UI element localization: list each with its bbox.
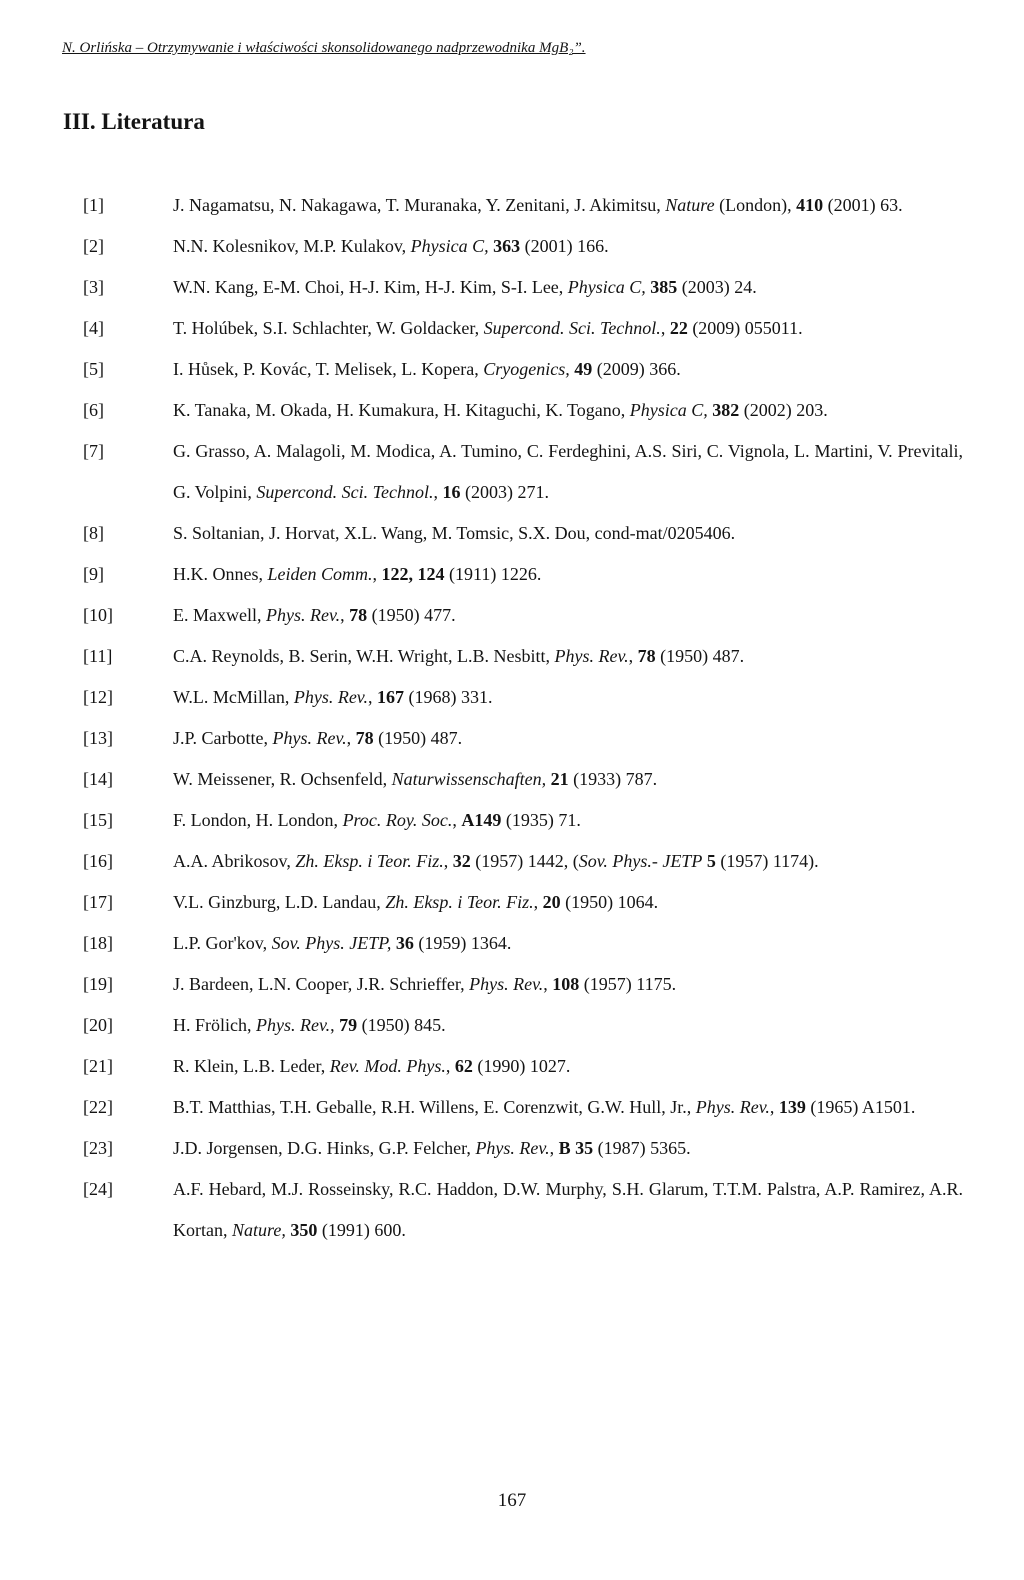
volume-number: 167 — [376, 687, 404, 707]
reference-number: [22] — [83, 1097, 113, 1117]
reference-fragment: I. Hůsek, P. Kovác, T. Melisek, L. Kopera, — [173, 359, 484, 379]
reference-fragment: , — [628, 646, 638, 666]
reference-number: [17] — [83, 892, 113, 912]
reference-item — [83, 308, 963, 349]
reference-item — [83, 431, 963, 513]
reference-text — [173, 800, 963, 841]
reference-fragment: T. Holúbek, S.I. Schlachter, W. Goldacker, — [173, 318, 484, 338]
reference-fragment: , — [433, 482, 443, 502]
reference-fragment: (1965) A1501. — [805, 1097, 916, 1117]
reference-item — [83, 1087, 963, 1128]
reference-fragment: (1959) 1364. — [413, 933, 512, 953]
journal-title: Zh. Eksp. i Teor. Fiz. — [385, 892, 534, 912]
reference-item — [83, 1169, 963, 1251]
reference-text — [173, 185, 963, 226]
running-header: N. Orlińska – Otrzymywanie i właściwości skonsolidowanego nadprzewodnika MgB₂”. — [62, 40, 586, 56]
reference-item — [83, 1005, 963, 1046]
reference-fragment: , — [543, 974, 553, 994]
journal-title: Physica C, — [410, 236, 489, 256]
volume-number: 78 — [349, 605, 368, 625]
reference-fragment: J.P. Carbotte, — [173, 728, 273, 748]
reference-fragment: (2003) 271. — [460, 482, 550, 502]
reference-fragment: , — [372, 564, 382, 584]
reference-number: [24] — [83, 1179, 113, 1199]
reference-fragment: (1987) 5365. — [593, 1138, 691, 1158]
journal-title: Sov. Phys.- JETP — [578, 851, 703, 871]
reference-fragment: (1957) 1442, ( — [470, 851, 579, 871]
reference-fragment: J.D. Jorgensen, D.G. Hinks, G.P. Felcher, — [173, 1138, 476, 1158]
reference-fragment: (1950) 1064. — [560, 892, 659, 912]
reference-fragment: K. Tanaka, M. Okada, H. Kumakura, H. Kitaguchi, K. Togano, — [173, 400, 630, 420]
reference-number: [15] — [83, 810, 113, 830]
journal-title: Phys. Rev. — [469, 974, 544, 994]
journal-title: Phys. Rev. — [695, 1097, 770, 1117]
reference-fragment: , — [533, 892, 543, 912]
reference-number: [9] — [83, 564, 104, 584]
reference-text — [173, 349, 963, 390]
reference-number: [12] — [83, 687, 113, 707]
reference-text — [173, 226, 963, 267]
journal-title: Phys. Rev. — [475, 1138, 550, 1158]
reference-item — [83, 964, 963, 1005]
reference-item — [83, 226, 963, 267]
reference-fragment: L.P. Gor'kov, — [173, 933, 272, 953]
volume-number: 32 — [452, 851, 471, 871]
reference-text — [173, 718, 963, 759]
reference-fragment: , — [445, 1056, 455, 1076]
reference-number: [4] — [83, 318, 104, 338]
reference-fragment: V.L. Ginzburg, L.D. Landau, — [173, 892, 386, 912]
reference-text — [173, 1005, 963, 1046]
reference-number: [20] — [83, 1015, 113, 1035]
reference-fragment: , — [367, 687, 377, 707]
reference-fragment: (1950) 487. — [373, 728, 463, 748]
reference-text — [173, 431, 963, 513]
reference-number: [8] — [83, 523, 104, 543]
volume-number: 139 — [778, 1097, 806, 1117]
reference-fragment: (1935) 71. — [501, 810, 581, 830]
reference-number: [21] — [83, 1056, 113, 1076]
volume-number: 122, 124 — [381, 564, 445, 584]
reference-text — [173, 308, 963, 349]
reference-fragment: , — [346, 728, 356, 748]
reference-number: [19] — [83, 974, 113, 994]
journal-title: Physica C, — [629, 400, 708, 420]
reference-text — [173, 390, 963, 431]
reference-item — [83, 349, 963, 390]
reference-text — [173, 759, 963, 800]
volume-number: 78 — [637, 646, 656, 666]
reference-fragment: (2009) 055011. — [687, 318, 803, 338]
reference-number: [7] — [83, 441, 104, 461]
journal-title: Supercond. Sci. Technol. — [256, 482, 434, 502]
reference-item — [83, 390, 963, 431]
reference-fragment: (London), — [714, 195, 797, 215]
journal-title: Phys. Rev. — [554, 646, 629, 666]
reference-text — [173, 841, 963, 882]
reference-list — [83, 185, 963, 1251]
reference-fragment: , — [330, 1015, 340, 1035]
volume-number: 78 — [355, 728, 374, 748]
volume-number: B 35 — [558, 1138, 594, 1158]
reference-fragment: W. Meissener, R. Ochsenfeld, — [173, 769, 392, 789]
journal-title: Cryogenics, — [483, 359, 570, 379]
journal-title: Rev. Mod. Phys. — [329, 1056, 446, 1076]
reference-number: [13] — [83, 728, 113, 748]
journal-title: Phys. Rev. — [265, 605, 341, 625]
reference-text — [173, 1087, 963, 1128]
reference-fragment: N.N. Kolesnikov, M.P. Kulakov, — [173, 236, 411, 256]
journal-title: Phys. Rev. — [256, 1015, 331, 1035]
reference-item — [83, 718, 963, 759]
reference-text — [173, 267, 963, 308]
reference-text — [173, 554, 963, 595]
reference-item — [83, 595, 963, 636]
reference-fragment: , — [452, 810, 462, 830]
journal-title: Zh. Eksp. i Teor. Fiz. — [295, 851, 444, 871]
reference-item — [83, 800, 963, 841]
reference-item — [83, 554, 963, 595]
reference-item — [83, 841, 963, 882]
reference-fragment: (1950) 487. — [655, 646, 745, 666]
reference-text — [173, 923, 963, 964]
page-number: 167 — [497, 1490, 527, 1511]
reference-item — [83, 636, 963, 677]
reference-item — [83, 923, 963, 964]
reference-number: [11] — [83, 646, 113, 666]
journal-title: Naturwissenschaften, — [391, 769, 547, 789]
volume-number: 36 — [395, 933, 414, 953]
reference-text — [173, 1046, 963, 1087]
reference-number: [16] — [83, 851, 113, 871]
reference-item — [83, 513, 963, 554]
reference-fragment: B.T. Matthias, T.H. Geballe, R.H. Willens, E. Corenzwit, G.W. Hull, Jr., — [173, 1097, 696, 1117]
volume-number: 385 — [650, 277, 678, 297]
reference-fragment: (2002) 203. — [739, 400, 828, 420]
journal-title: Physica C, — [567, 277, 646, 297]
reference-fragment: (2003) 24. — [677, 277, 757, 297]
reference-fragment: G. Grasso, A. Malagoli, M. Modica, A. Tumino, C. Ferdeghini, A.S. Siri, C. Vignola, L. Martini, V. Previtali, G. Volpini, — [173, 441, 963, 502]
reference-fragment: R. Klein, L.B. Leder, — [173, 1056, 330, 1076]
reference-fragment: E. Maxwell, — [173, 605, 266, 625]
volume-number: 5 — [706, 851, 716, 871]
reference-fragment: C.A. Reynolds, B. Serin, W.H. Wright, L.B. Nesbitt, — [173, 646, 555, 666]
volume-number: 62 — [454, 1056, 473, 1076]
reference-text — [173, 964, 963, 1005]
reference-fragment: (1957) 1174). — [715, 851, 819, 871]
reference-number: [14] — [83, 769, 113, 789]
reference-text — [173, 882, 963, 923]
reference-text — [173, 636, 963, 677]
volume-number: 108 — [552, 974, 580, 994]
reference-fragment: W.L. McMillan, — [173, 687, 294, 707]
reference-fragment: S. Soltanian, J. Horvat, X.L. Wang, M. Tomsic, S.X. Dou, cond-mat/0205406. — [173, 523, 736, 543]
journal-title: Phys. Rev. — [293, 687, 368, 707]
reference-fragment: (1950) 477. — [367, 605, 456, 625]
journal-title: Phys. Rev. — [272, 728, 347, 748]
reference-fragment: , — [340, 605, 350, 625]
reference-fragment: , — [549, 1138, 559, 1158]
journal-title: Supercond. Sci. Technol. — [483, 318, 661, 338]
journal-title: Proc. Roy. Soc. — [342, 810, 453, 830]
volume-number: 410 — [796, 195, 824, 215]
reference-number: [5] — [83, 359, 104, 379]
reference-fragment: (1991) 600. — [317, 1220, 406, 1240]
reference-number: [23] — [83, 1138, 113, 1158]
reference-fragment: (2001) 63. — [823, 195, 903, 215]
reference-text — [173, 513, 963, 554]
journal-title: Nature, — [231, 1220, 286, 1240]
volume-number: 20 — [542, 892, 561, 912]
volume-number: 350 — [290, 1220, 318, 1240]
reference-fragment: (2001) 166. — [520, 236, 609, 256]
reference-fragment: J. Nagamatsu, N. Nakagawa, T. Muranaka, Y. Zenitani, J. Akimitsu, — [173, 195, 666, 215]
reference-fragment: F. London, H. London, — [173, 810, 343, 830]
reference-number: [3] — [83, 277, 104, 297]
reference-fragment: (1968) 331. — [403, 687, 493, 707]
journal-title: Nature — [665, 195, 715, 215]
reference-item — [83, 267, 963, 308]
reference-text — [173, 1169, 963, 1251]
volume-number: 21 — [550, 769, 569, 789]
reference-text — [173, 595, 963, 636]
reference-fragment: (1990) 1027. — [472, 1056, 571, 1076]
reference-fragment: (1933) 787. — [568, 769, 658, 789]
reference-fragment: J. Bardeen, L.N. Cooper, J.R. Schrieffer, — [173, 974, 470, 994]
reference-fragment: (1911) 1226. — [444, 564, 542, 584]
reference-fragment: , — [660, 318, 670, 338]
reference-text — [173, 1128, 963, 1169]
journal-title: Leiden Comm. — [267, 564, 373, 584]
journal-title: Sov. Phys. JETP, — [271, 933, 392, 953]
reference-number: [2] — [83, 236, 104, 256]
reference-number: [18] — [83, 933, 113, 953]
reference-item — [83, 759, 963, 800]
reference-item — [83, 1046, 963, 1087]
section-title: III. Literatura — [63, 109, 205, 134]
reference-item — [83, 677, 963, 718]
reference-fragment: , — [769, 1097, 779, 1117]
reference-item — [83, 185, 963, 226]
reference-fragment: , — [443, 851, 453, 871]
reference-fragment: (1950) 845. — [357, 1015, 446, 1035]
reference-number: [1] — [83, 195, 104, 215]
reference-fragment: H. Frölich, — [173, 1015, 256, 1035]
reference-number: [6] — [83, 400, 104, 420]
reference-number: [10] — [83, 605, 113, 625]
volume-number: 22 — [669, 318, 688, 338]
volume-number: A149 — [461, 810, 502, 830]
reference-fragment: (2009) 366. — [592, 359, 681, 379]
reference-fragment: W.N. Kang, E-M. Choi, H-J. Kim, H-J. Kim, S-I. Lee, — [173, 277, 568, 297]
reference-fragment: A.F. Hebard, M.J. Rosseinsky, R.C. Haddon, D.W. Murphy, S.H. Glarum, T.T.M. Palstra, A.P. Ramirez, A.R. Kortan, — [173, 1179, 963, 1240]
volume-number: 363 — [493, 236, 521, 256]
reference-fragment: H.K. Onnes, — [173, 564, 268, 584]
reference-fragment: A.A. Abrikosov, — [173, 851, 296, 871]
reference-item — [83, 882, 963, 923]
reference-text — [173, 677, 963, 718]
volume-number: 79 — [339, 1015, 358, 1035]
volume-number: 382 — [712, 400, 740, 420]
reference-fragment: (1957) 1175. — [579, 974, 677, 994]
reference-item — [83, 1128, 963, 1169]
volume-number: 49 — [574, 359, 593, 379]
volume-number: 16 — [442, 482, 461, 502]
